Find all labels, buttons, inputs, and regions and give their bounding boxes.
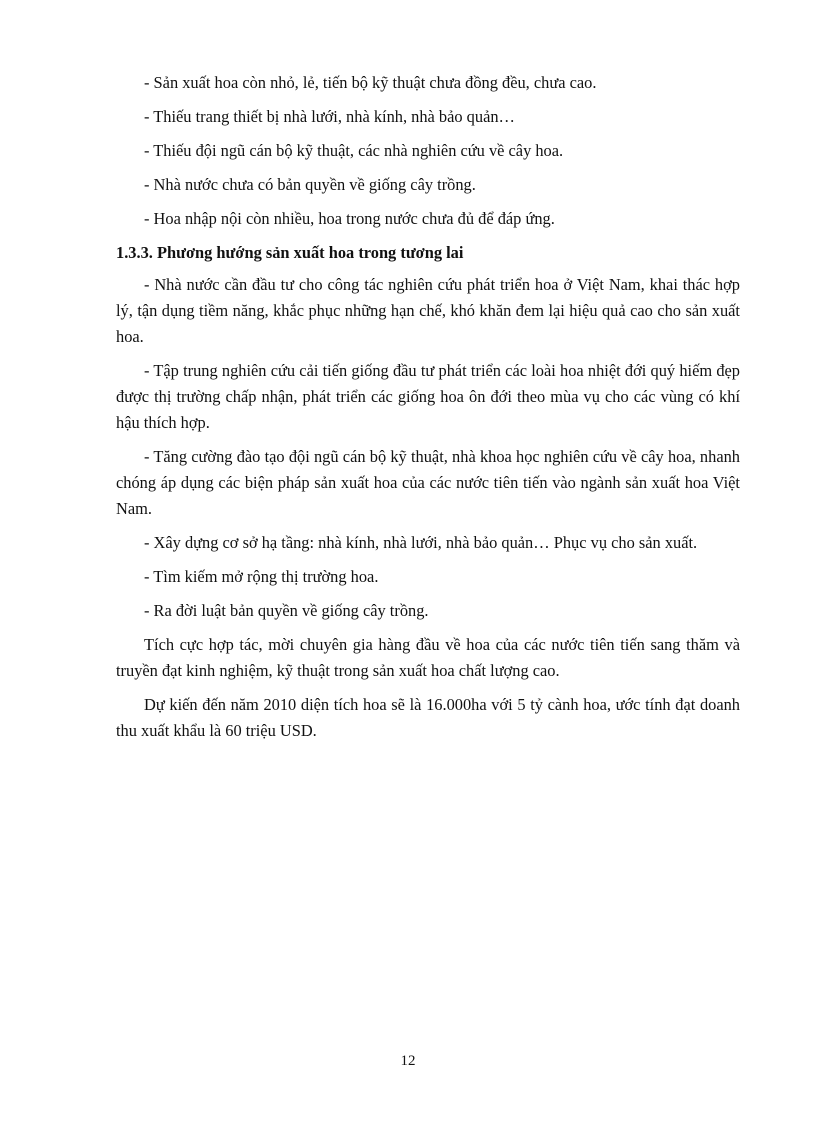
direction-paragraph-2: - Tập trung nghiên cứu cải tiến giống đầu tư phát triển các loài hoa nhiệt đới quý hiếm đẹp được thị trường chấp nhận, phát triển các giống hoa ôn đới theo mùa vụ cho các vùng có khí hậu thích hợp. <box>116 361 740 432</box>
limitation-item-5: - Hoa nhập nội còn nhiều, hoa trong nước chưa đủ để đáp ứng. <box>144 209 555 228</box>
limitation-item-2: - Thiếu trang thiết bị nhà lưới, nhà kính, nhà bảo quản… <box>144 107 515 126</box>
limitation-item-3: - Thiếu đội ngũ cán bộ kỹ thuật, các nhà nghiên cứu về cây hoa. <box>144 141 564 160</box>
direction-paragraph-5: - Tìm kiếm mở rộng thị trường hoa. <box>144 567 379 586</box>
page-number: 12 <box>400 1053 416 1069</box>
forecast-paragraph: Dự kiến đến năm 2010 diện tích hoa sẽ là 16.000ha với 5 tỷ cành hoa, ước tính đạt doanh thu xuất khẩu là 60 triệu USD. <box>116 695 740 740</box>
document-body <box>116 70 740 752</box>
section-heading: 1.3.3. Phương hướng sản xuất hoa trong tương lai <box>116 243 464 262</box>
limitation-item-4: - Nhà nước chưa có bản quyền về giống cây trồng. <box>144 175 476 194</box>
direction-paragraph-6: - Ra đời luật bản quyền về giống cây trồng. <box>144 601 429 620</box>
direction-paragraph-3: - Tăng cường đào tạo đội ngũ cán bộ kỹ thuật, nhà khoa học nghiên cứu về cây hoa, nhanh chóng áp dụng các biện pháp sản xuất hoa của các nước tiên tiến vào ngành sản xuất hoa Việt Nam. <box>116 447 740 518</box>
limitation-item-1: - Sản xuất hoa còn nhỏ, lẻ, tiến bộ kỹ thuật chưa đồng đều, chưa cao. <box>144 73 597 92</box>
direction-paragraph-4: - Xây dựng cơ sở hạ tầng: nhà kính, nhà lưới, nhà bảo quản… Phục vụ cho sản xuất. <box>144 533 698 552</box>
direction-paragraph-1: - Nhà nước cần đầu tư cho công tác nghiên cứu phát triển hoa ở Việt Nam, khai thác hợp lý, tận dụng tiềm năng, khắc phục những hạn chế, khó khăn đem lại hiệu quả cao cho sản xuất hoa. <box>116 275 740 346</box>
cooperation-paragraph: Tích cực hợp tác, mời chuyên gia hàng đầu về hoa của các nước tiên tiến sang thăm và truyền đạt kinh nghiệm, kỹ thuật trong sản xuất hoa chất lượng cao. <box>116 635 740 680</box>
